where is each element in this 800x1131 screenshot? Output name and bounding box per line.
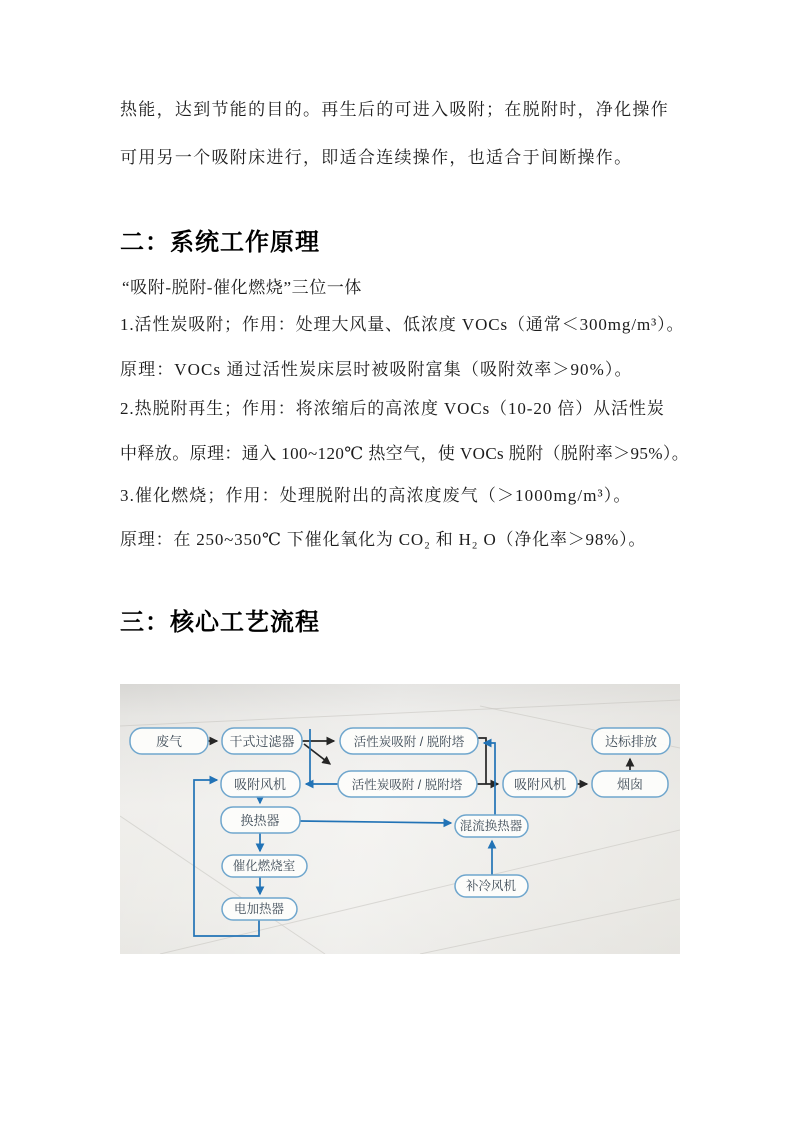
- flowchart-node-chimney: [592, 771, 668, 797]
- section2-item2-line1: 2.热脱附再生；作用：将浓缩后的高浓度 VOCs（10-20 倍）从活性炭: [120, 399, 665, 418]
- node-label: 活性炭吸附 / 脱附塔: [353, 735, 465, 749]
- flowchart-node-cooling-fan: [455, 875, 528, 897]
- flowchart-node-tower-bottom: [338, 771, 477, 797]
- flowchart-node-discharge: [592, 728, 670, 754]
- node-label: 混流换热器: [459, 819, 523, 833]
- node-label: 电加热器: [233, 902, 285, 916]
- section2-subtitle: “吸附-脱附-催化燃烧”三位一体: [122, 278, 363, 297]
- node-label: 达标排放: [604, 734, 658, 749]
- node-label: 补冷风机: [465, 879, 517, 893]
- node-label: 吸附风机: [233, 777, 287, 792]
- flowchart-node-catalytic-chamber: [222, 855, 307, 877]
- flowchart-node-fan-left: [221, 771, 300, 797]
- flowchart-svg: [120, 684, 680, 954]
- flowchart-node-electric-heater: [222, 898, 297, 920]
- section2-heading: 二：系统工作原理: [120, 230, 320, 256]
- node-label: 干式过滤器: [229, 734, 295, 749]
- arrow-filter-to-tower-bottom: [304, 744, 330, 764]
- flowchart-node-mixed-heat-exchanger: [455, 815, 528, 837]
- section3-heading: 三：核心工艺流程: [120, 610, 320, 636]
- section2-item3-line2: 原理：在 250~350℃ 下催化氧化为 CO₂ 和 H₂ O（净化率＞98%）。: [120, 530, 647, 549]
- flowchart-image: [120, 684, 680, 954]
- node-label: 换热器: [240, 813, 280, 828]
- flowchart-node-heat-exchanger: [221, 807, 300, 833]
- node-label: 废气: [155, 734, 183, 749]
- section2-item2-line2: 中释放。原理：通入 100~120℃ 热空气，使 VOCs 脱附（脱附率＞95%）。: [120, 444, 690, 463]
- line-tower-top-to-junction: [478, 738, 486, 784]
- intro-line-1: 热能，达到节能的目的。再生后的可进入吸附；在脱附时，净化操作: [120, 100, 669, 119]
- node-label: 烟囱: [616, 777, 644, 792]
- section2-item3-line1: 3.催化燃烧；作用：处理脱附出的高浓度废气（＞1000mg/m³）。: [120, 486, 632, 505]
- section2-item1-line2: 原理：VOCs 通过活性炭床层时被吸附富集（吸附效率＞90%）。: [120, 360, 633, 379]
- section2-item1-line1: 1.活性炭吸附；作用：处理大风量、低浓度 VOCs（通常＜300mg/m³）。: [120, 315, 685, 334]
- intro-line-2: 可用另一个吸附床进行，即适合连续操作，也适合于间断操作。: [120, 148, 633, 167]
- flowchart-node-dry-filter: [222, 728, 302, 754]
- arrow-heat-exchanger-to-mixed: [300, 821, 451, 823]
- flowchart-node-tower-top: [340, 728, 478, 754]
- flowchart-node-fan-right: [503, 771, 577, 797]
- node-label: 催化燃烧室: [232, 859, 296, 873]
- flowchart-node-waste-gas: [130, 728, 208, 754]
- node-label: 活性炭吸附 / 脱附塔: [351, 778, 463, 792]
- node-label: 吸附风机: [513, 777, 567, 792]
